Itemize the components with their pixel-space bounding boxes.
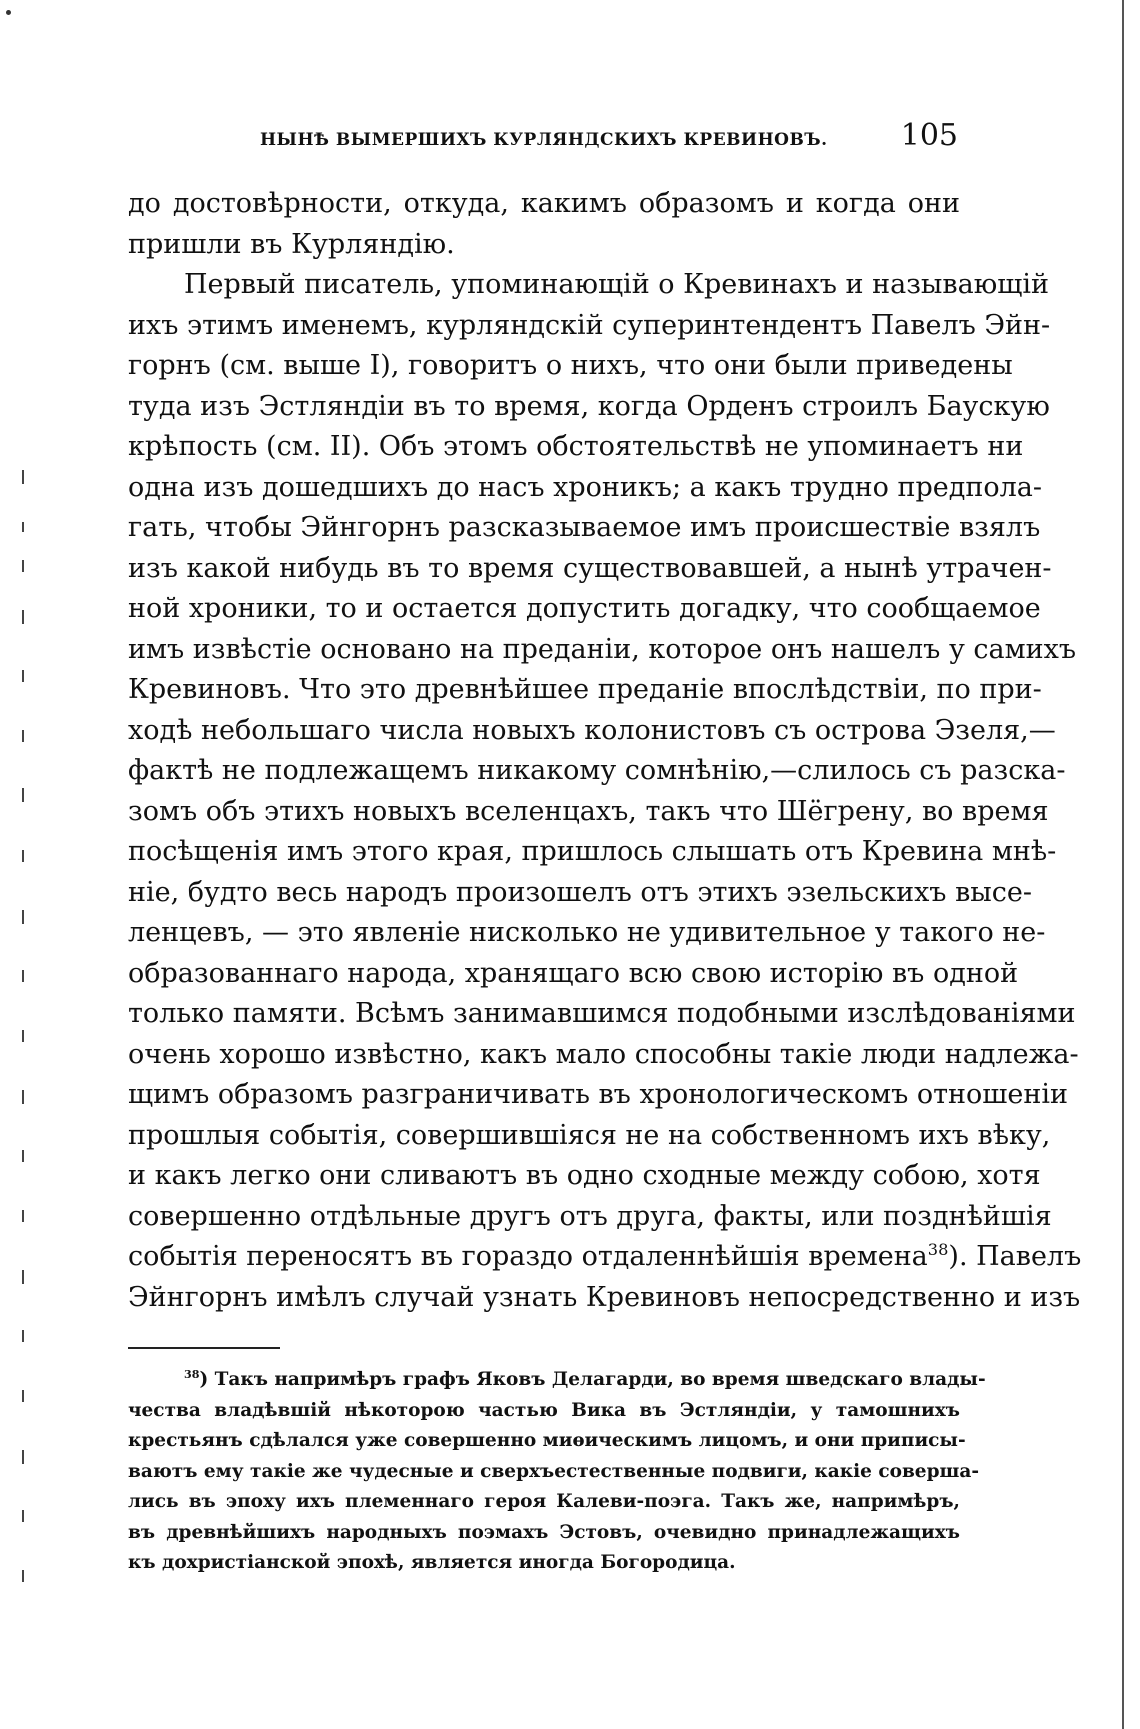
footnote-text: ) Такъ напримѣръ графъ Яковъ Делагарди, во время шведскаго влады- [199,1369,986,1390]
page-edge-line [1122,0,1124,1729]
text-line: ленцевъ, — это явленіе нисколько не удивительное у такого не- [128,917,1046,948]
text-line: изъ какой нибудь въ то время существовавшей, а нынѣ утрачен- [128,552,1052,584]
text-line: туда изъ Эстляндіи въ то время, когда Орденъ строилъ Баускую [128,390,1050,422]
text-line: фактѣ не подлежащемъ никакому сомнѣнію,—слилось съ разска- [128,755,1066,786]
text-after-ref: ). Павелъ [948,1241,1082,1272]
text-line: ходѣ небольшаго числа новыхъ колонистовъ съ острова Эзеля,— [128,714,1056,746]
text-line: Кревиновъ. Что это древнѣйшее преданіе впослѣдствіи, по при- [128,674,1042,705]
main-text [128,184,1082,1318]
facing-page-bleed [18,470,32,1600]
text-line: гать, чтобы Эйнгорнъ разсказываемое имъ происшествіе взялъ [128,512,1041,543]
footnote-line: крестьянъ сдѣлался уже совершенно миѳическимъ лицомъ, и они приписы- [128,1430,966,1451]
text-line: ихъ этимъ именемъ, курляндскій суперинтендентъ Павелъ Эйн- [128,309,1051,341]
text-line: одна изъ дошедшихъ до насъ хроникъ; а какъ трудно предпола- [128,471,1042,503]
footnote-line: чества владѣвшій нѣкоторою частью Вика въ Эстляндіи, у тамошнихъ [128,1399,960,1421]
text-line: Эйнгорнъ имѣлъ случай узнать Кревиновъ непосредственно и изъ [128,1281,1081,1313]
text-line: до достовѣрности, откуда, какимъ образомъ и когда они [128,188,960,219]
page-number: 105 [900,118,958,153]
text-line-with-footnote-ref [128,1237,1082,1278]
running-head: НЫНѢ ВЫМЕРШИХЪ КУРЛЯНДСКИХЪ КРЕВИНОВЪ. [260,130,828,150]
footnote-marker: 38 [184,1367,200,1381]
footnote-separator [128,1347,280,1349]
text-line: только памяти. Всѣмъ занимавшимся подобными изслѣдованіями [128,998,1076,1029]
text-line: щимъ образомъ разграничивать въ хронологическомъ отношеніи [128,1079,1069,1110]
scan-speck [6,10,11,15]
text-line: ной хроники, то и остается допустить догадку, что сообщаемое [128,593,1041,624]
text-line: зомъ объ этихъ новыхъ вселенцахъ, такъ что Шёгрену, во время [128,795,1049,827]
text-line: имъ извѣстіе основано на преданіи, которое онъ нашелъ у самихъ [128,633,1077,665]
footnote-reference[interactable]: 38 [927,1240,949,1259]
page-header [126,118,958,158]
text-line: горнъ (см. выше I), говоритъ о нихъ, что они были приведены [128,350,1013,381]
footnote-line: лись въ эпоху ихъ племеннаго героя Калеви-поэга. Такъ же, напримѣръ, [128,1491,960,1512]
footnote-line: въ древнѣйшихъ народныхъ поэмахъ Эстовъ, очевидно принадлежащихъ [128,1521,960,1543]
text-line: образованнаго народа, хранящаго всю свою исторію въ одной [128,957,1019,989]
footnote-line: къ дохристіанской эпохѣ, является иногда Богородица. [128,1552,736,1573]
footnote-first-line [128,1365,986,1396]
text-line: пришли въ Курляндію. [128,228,455,260]
text-line: ніе, будто весь народъ произошелъ отъ этихъ эзельскихъ высе- [128,876,1032,908]
text-line: Первый писатель, упоминающій о Кревинахъ и называющій [184,269,1049,300]
text-line: очень хорошо извѣстно, какъ мало способны такіе люди надлежа- [128,1038,1079,1070]
text-before-ref: событія переносятъ въ гораздо отдаленнѣйшія времена [128,1241,928,1272]
text-line: совершенно отдѣльные другъ отъ друга, факты, или позднѣйшія [128,1200,1052,1232]
text-line: прошлыя событія, совершившіяся не на собственномъ ихъ вѣку, [128,1119,1051,1151]
text-line: посѣщенія имъ этого края, пришлось слышать отъ Кревина мнѣ- [128,836,1057,867]
footnote-line: ваютъ ему такіе же чудесные и сверхъестественные подвиги, какіе соверша- [128,1460,980,1482]
text-line: и какъ легко они сливаютъ въ одно сходные между собою, хотя [128,1160,1041,1191]
text-line: крѣпость (см. II). Объ этомъ обстоятельствѣ не упоминаетъ ни [128,431,1024,462]
footnote [128,1365,986,1579]
